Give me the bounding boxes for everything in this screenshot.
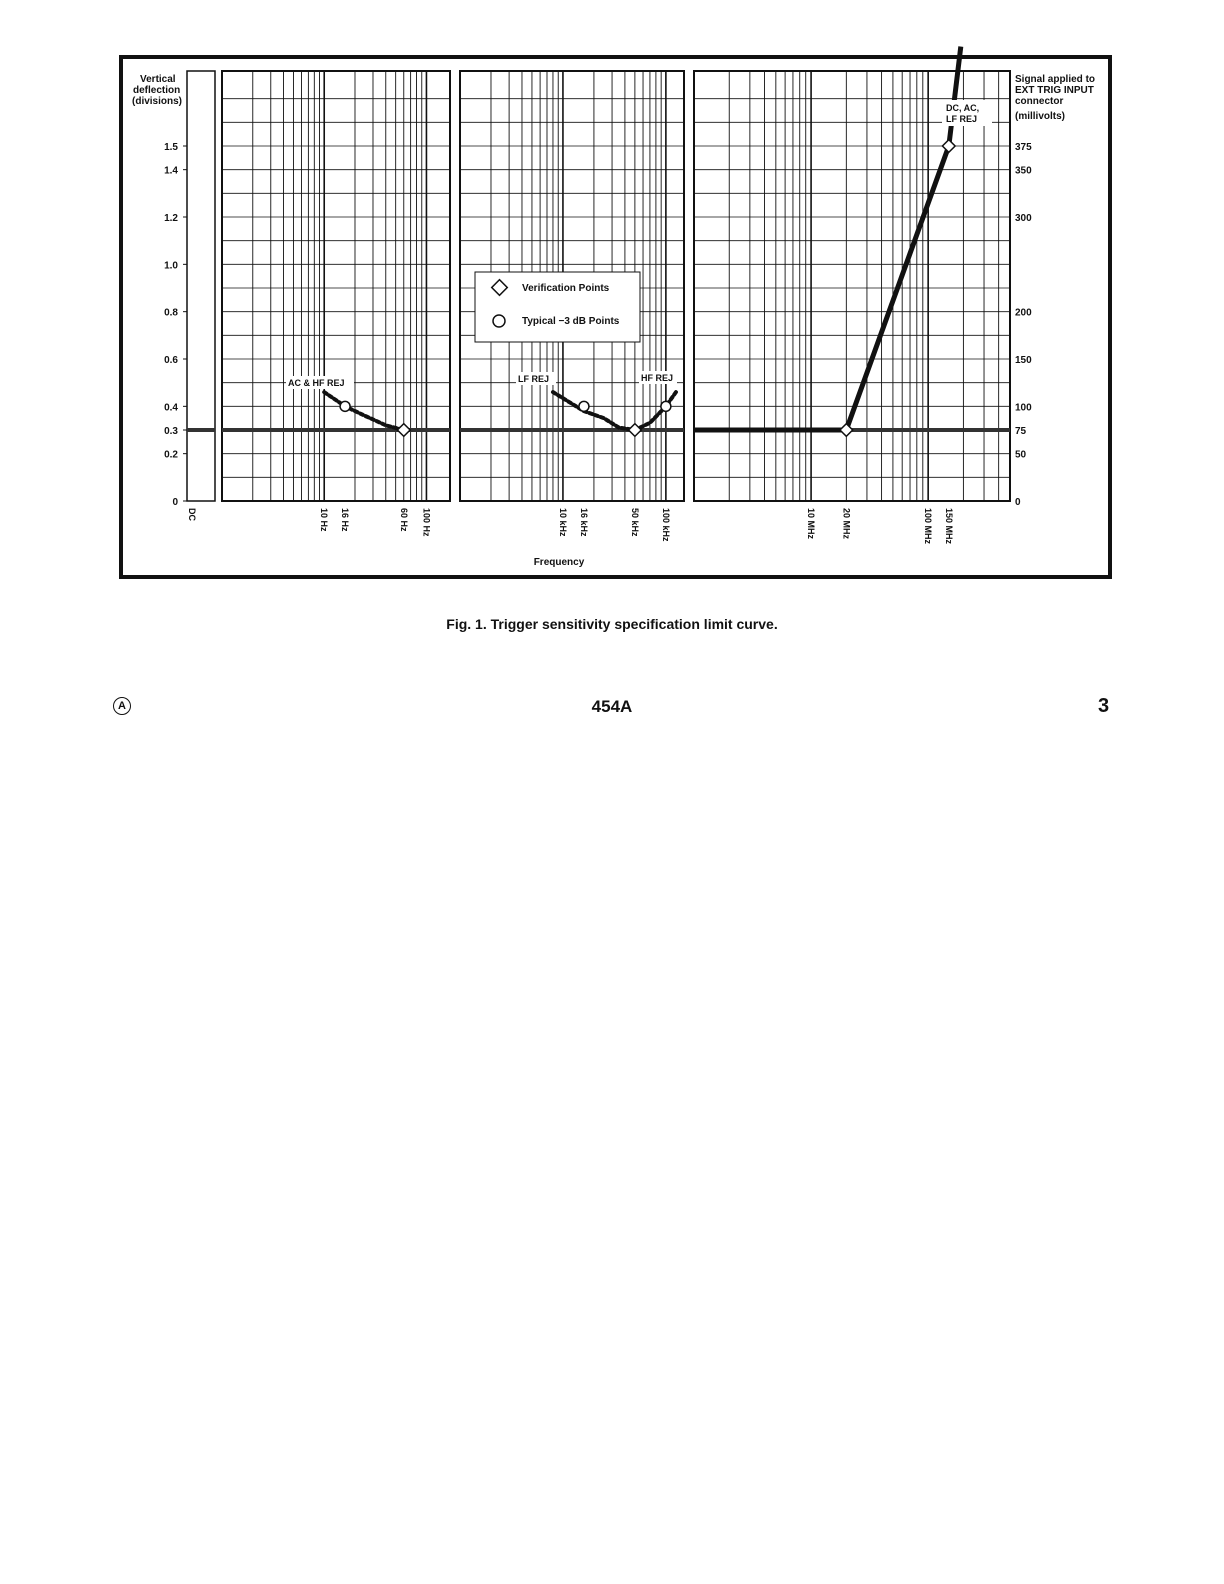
- x-tick-label: 20 MHz: [841, 508, 852, 540]
- trigger-sensitivity-chart: [0, 0, 1224, 600]
- x-tick-label: 10 MHz: [806, 508, 817, 540]
- legend-typical-label: Typical −3 dB Points: [522, 316, 620, 327]
- x-tick-label: 16 kHz: [578, 508, 589, 537]
- footer-model: 454A: [591, 697, 633, 716]
- grid-panel-low-frequency: [222, 71, 450, 501]
- x-tick-label: 16 Hz: [340, 508, 351, 532]
- right-tick-label: 200: [1015, 307, 1032, 319]
- left-tick-label: 0: [172, 497, 178, 508]
- curve-label: AC & HF REJ: [288, 378, 345, 388]
- left-tick-label: 0.8: [164, 307, 178, 319]
- x-tick-label: 100 Hz: [421, 508, 432, 537]
- right-axis-label-line-1: Signal applied to: [1015, 74, 1096, 85]
- left-tick-label: 1.4: [164, 165, 178, 177]
- right-tick-label: 375: [1015, 142, 1032, 153]
- left-axis-label-line-3: (divisions): [132, 96, 183, 107]
- figure-caption: Fig. 1. Trigger sensitivity specification limit curve.: [446, 616, 778, 632]
- right-axis-label-line-4: (millivolts): [1015, 111, 1066, 122]
- right-tick-label: 350: [1015, 165, 1032, 177]
- left-tick-label: 0.4: [164, 402, 178, 414]
- legend: [475, 272, 640, 342]
- right-tick-label: 300: [1015, 213, 1032, 224]
- right-axis-label-line-2: EXT TRIG INPUT: [1015, 85, 1094, 96]
- typical-3db-point: [661, 401, 671, 411]
- curve-label: HF REJ: [641, 373, 674, 383]
- left-axis-title: [132, 74, 182, 107]
- x-tick-label: 10 Hz: [319, 508, 330, 532]
- manual-revision-logo: A: [113, 697, 131, 715]
- left-tick-label: 1.0: [164, 260, 178, 272]
- curve-label: DC, AC,: [946, 103, 980, 113]
- right-tick-label: 75: [1015, 426, 1027, 437]
- x-tick-label: 50 kHz: [629, 508, 640, 537]
- right-tick-label: 50: [1015, 449, 1027, 461]
- typical-3db-point: [340, 401, 350, 411]
- legend-circle-marker: [493, 315, 505, 327]
- x-tick-label: 60 Hz: [398, 508, 409, 532]
- x-tick-label: 100 MHz: [923, 508, 934, 545]
- x-tick-label: DC: [187, 508, 197, 521]
- grid-panel-border: [694, 71, 1010, 501]
- left-tick-label: 0.6: [164, 355, 178, 366]
- left-tick-label: 1.2: [164, 213, 178, 224]
- page-number: 3: [1098, 695, 1110, 717]
- left-axis-label-line-2: deflection: [133, 85, 181, 96]
- curve-label: LF REJ: [518, 374, 550, 384]
- right-axis-title: [1015, 74, 1095, 122]
- x-tick-label: 100 kHz: [660, 508, 671, 542]
- x-axis-label: Frequency: [533, 557, 585, 568]
- right-tick-label: 100: [1015, 402, 1032, 414]
- typical-3db-point: [579, 401, 589, 411]
- x-tick-label: 10 kHz: [557, 508, 568, 537]
- left-tick-label: 1.5: [164, 142, 178, 153]
- x-tick-label: 150 MHz: [943, 508, 954, 545]
- right-tick-label: 150: [1015, 355, 1032, 366]
- right-tick-label: 0: [1015, 497, 1021, 508]
- curve-label: LF REJ: [946, 114, 978, 124]
- left-axis-label-line-1: Vertical: [140, 74, 176, 85]
- left-tick-label: 0.2: [164, 449, 178, 461]
- grid-panel-border: [222, 71, 450, 501]
- legend-verification-label: Verification Points: [522, 283, 610, 294]
- left-tick-label: 0.3: [164, 426, 178, 437]
- dc-column: [187, 71, 215, 501]
- right-axis-label-line-3: connector: [1015, 96, 1064, 107]
- grid-panel-high-frequency: [694, 71, 1010, 501]
